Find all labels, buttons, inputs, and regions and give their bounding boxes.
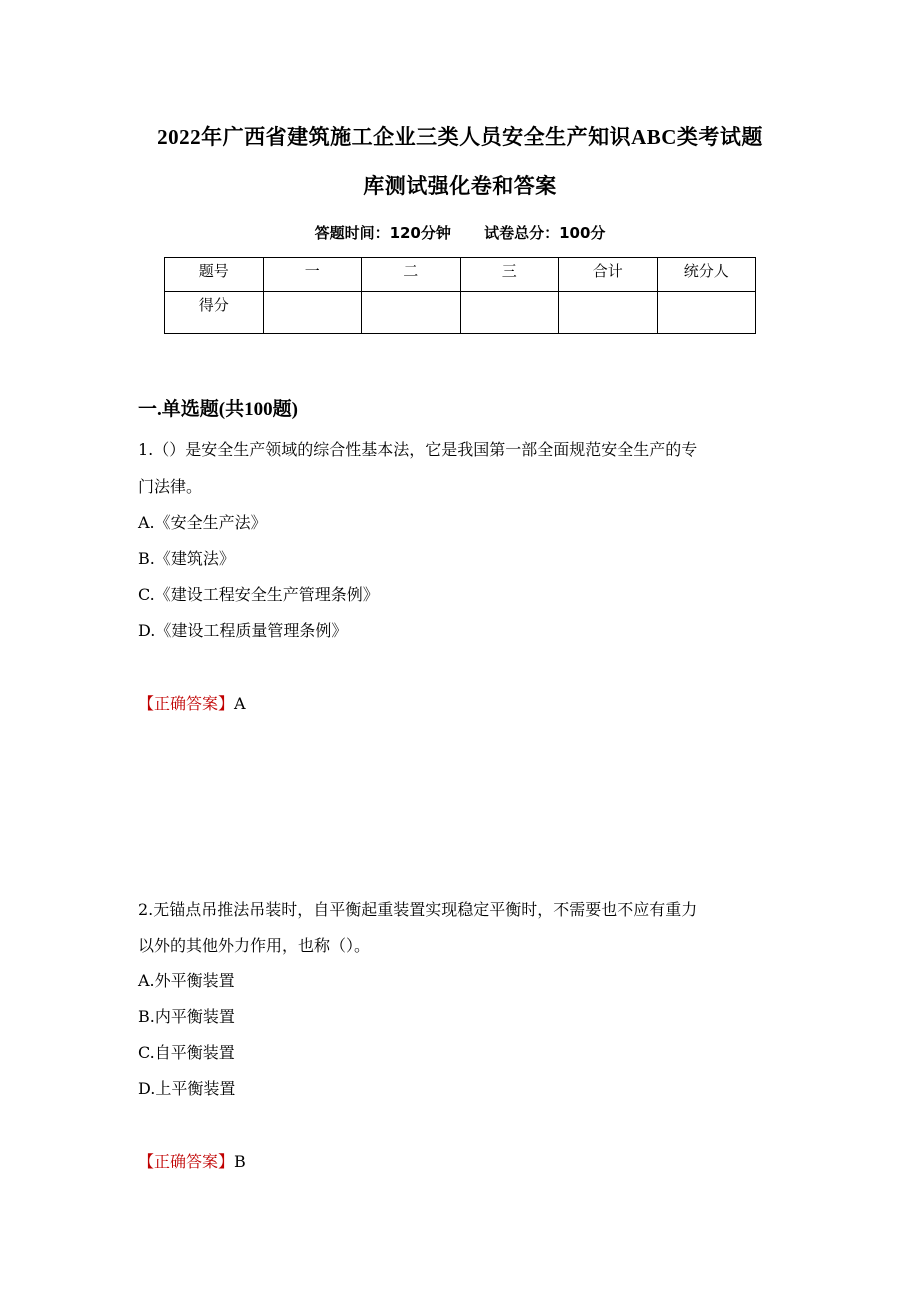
score-header-cell: 三 [460,258,559,292]
score-table [164,257,756,334]
score-cell [657,292,756,334]
score-table-score-row [165,292,756,334]
option-d: D.《建设工程质量管理条例》 [138,621,348,640]
score-cell [559,292,658,334]
document-title-line-1: 2022年广西省建筑施工企业三类人员安全生产知识ABC类考试题 [157,125,763,149]
answer-label: 【正确答案】 [138,1152,235,1171]
answer-line [138,692,246,716]
question-stem-line: 以外的其他外力作用，也称（）。 [138,936,371,955]
option-b: B.内平衡装置 [138,1007,235,1026]
score-cell [263,292,362,334]
answer-value: B [234,1152,246,1171]
document-title-line-2: 库测试强化卷和答案 [363,174,557,198]
option-a: A.《安全生产法》 [138,513,267,532]
score-header-cell: 统分人 [657,258,756,292]
score-header-cell: 题号 [165,258,264,292]
score-row-label: 得分 [165,292,264,334]
option-c: C.自平衡装置 [138,1043,235,1062]
exam-total-score: 试卷总分：100分 [484,224,606,242]
score-header-cell: 二 [362,258,461,292]
option-a: A.外平衡装置 [138,971,235,990]
answer-line [138,1150,246,1174]
option-b: B.《建筑法》 [138,549,235,568]
question-stem-line: 2.无锚点吊推法吊装时，自平衡起重装置实现稳定平衡时，不需要也不应有重力 [138,900,698,919]
section-heading: 一.单选题(共100题) [138,399,298,420]
score-table-header-row [165,258,756,292]
question-stem-line: 1.（）是安全生产领域的综合性基本法，它是我国第一部全面规范安全生产的专 [138,440,698,459]
score-cell [460,292,559,334]
question-stem-line: 门法律。 [138,477,203,496]
option-c: C.《建设工程安全生产管理条例》 [138,585,379,604]
exam-meta [0,222,920,244]
option-d: D.上平衡装置 [138,1079,236,1098]
answer-label: 【正确答案】 [138,694,235,713]
score-cell [362,292,461,334]
score-header-cell: 合计 [559,258,658,292]
score-header-cell: 一 [263,258,362,292]
answer-value: A [234,694,246,713]
exam-time: 答题时间：120分钟 [314,224,451,242]
